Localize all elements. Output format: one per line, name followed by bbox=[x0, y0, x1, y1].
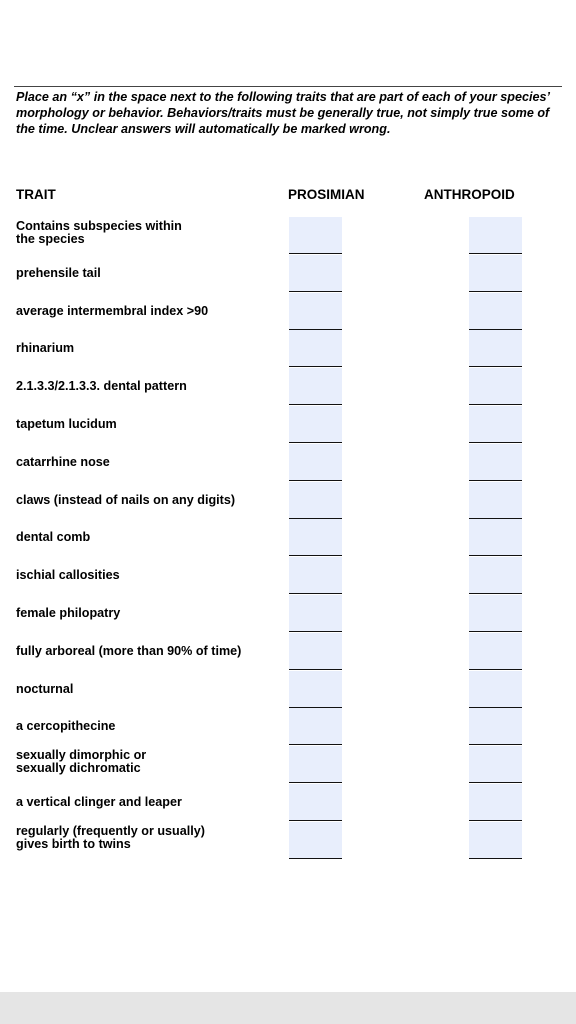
anthropoid-field[interactable] bbox=[469, 330, 522, 367]
trait-label: ischial callosities bbox=[16, 568, 120, 583]
anthropoid-field[interactable] bbox=[469, 217, 522, 254]
trait-label: fully arboreal (more than 90% of time) bbox=[16, 643, 242, 658]
anthropoid-field[interactable] bbox=[469, 822, 522, 859]
trait-label: rhinarium bbox=[16, 341, 75, 356]
table-row bbox=[0, 671, 576, 708]
prosimian-field[interactable] bbox=[289, 482, 342, 519]
trait-label: tapetum lucidum bbox=[16, 417, 117, 431]
trait-label: female philopatry bbox=[16, 606, 121, 620]
trait-label: sexually dimorphic or sexually dichromatic bbox=[16, 748, 147, 776]
trait-label: nocturnal bbox=[16, 681, 74, 696]
anthropoid-field[interactable] bbox=[469, 595, 522, 632]
anthropoid-field[interactable] bbox=[469, 368, 522, 405]
table-row bbox=[0, 822, 576, 859]
table-row bbox=[0, 708, 576, 745]
anthropoid-field[interactable] bbox=[469, 519, 522, 556]
anthropoid-field[interactable] bbox=[469, 444, 522, 481]
trait-label: claws (instead of nails on any digits) bbox=[16, 492, 236, 507]
prosimian-field[interactable] bbox=[289, 746, 342, 783]
prosimian-field[interactable] bbox=[289, 557, 342, 594]
table-row bbox=[0, 482, 576, 519]
trait-label: a vertical clinger and leaper bbox=[16, 795, 182, 809]
table-row bbox=[0, 406, 576, 443]
prosimian-field[interactable] bbox=[289, 595, 342, 632]
prosimian-field[interactable] bbox=[289, 255, 342, 292]
header-anthropoid: ANTHROPOID bbox=[424, 187, 515, 202]
instructions-text: Place an “x” in the space next to the following traits that are part of each of your species’ morphology or behavior. Behaviors/traits must be generally true, not simply true some of the time. Unclear answers will automatically be marked wrong. bbox=[16, 90, 550, 136]
prosimian-field[interactable] bbox=[289, 368, 342, 405]
top-divider bbox=[14, 86, 562, 87]
table-row bbox=[0, 519, 576, 556]
table-row bbox=[0, 746, 576, 783]
prosimian-field[interactable] bbox=[289, 822, 342, 859]
anthropoid-field[interactable] bbox=[469, 784, 522, 821]
trait-label: dental comb bbox=[16, 530, 91, 545]
bottom-toolbar bbox=[0, 992, 576, 1024]
anthropoid-field[interactable] bbox=[469, 482, 522, 519]
trait-label: catarrhine nose bbox=[16, 454, 110, 469]
table-row bbox=[0, 595, 576, 632]
header-trait: TRAIT bbox=[16, 187, 56, 202]
prosimian-field[interactable] bbox=[289, 633, 342, 670]
prosimian-field[interactable] bbox=[289, 217, 342, 254]
anthropoid-field[interactable] bbox=[469, 406, 522, 443]
table-row bbox=[0, 444, 576, 481]
anthropoid-field[interactable] bbox=[469, 708, 522, 745]
prosimian-field[interactable] bbox=[289, 671, 342, 708]
table-row bbox=[0, 368, 576, 405]
anthropoid-field[interactable] bbox=[469, 671, 522, 708]
table-row bbox=[0, 255, 576, 292]
trait-label: average intermembral index >90 bbox=[16, 303, 209, 318]
anthropoid-field[interactable] bbox=[469, 746, 522, 783]
trait-label: prehensile tail bbox=[16, 265, 101, 280]
header-prosimian: PROSIMIAN bbox=[288, 187, 365, 202]
table-row bbox=[0, 633, 576, 670]
trait-label: 2.1.3.3/2.1.3.3. dental pattern bbox=[16, 379, 187, 394]
prosimian-field[interactable] bbox=[289, 330, 342, 367]
prosimian-field[interactable] bbox=[289, 406, 342, 443]
prosimian-field[interactable] bbox=[289, 444, 342, 481]
trait-label: regularly (frequently or usually) gives birth to twins bbox=[16, 823, 205, 851]
prosimian-field[interactable] bbox=[289, 784, 342, 821]
anthropoid-field[interactable] bbox=[469, 255, 522, 292]
anthropoid-field[interactable] bbox=[469, 293, 522, 330]
anthropoid-field[interactable] bbox=[469, 633, 522, 670]
trait-label: a cercopithecine bbox=[16, 719, 116, 734]
table-row bbox=[0, 557, 576, 594]
table-row bbox=[0, 293, 576, 330]
anthropoid-field[interactable] bbox=[469, 557, 522, 594]
table-row bbox=[0, 217, 576, 254]
prosimian-field[interactable] bbox=[289, 293, 342, 330]
prosimian-field[interactable] bbox=[289, 519, 342, 556]
table-row bbox=[0, 784, 576, 821]
trait-label: Contains subspecies within the species bbox=[16, 219, 182, 246]
prosimian-field[interactable] bbox=[289, 708, 342, 745]
table-row bbox=[0, 330, 576, 367]
